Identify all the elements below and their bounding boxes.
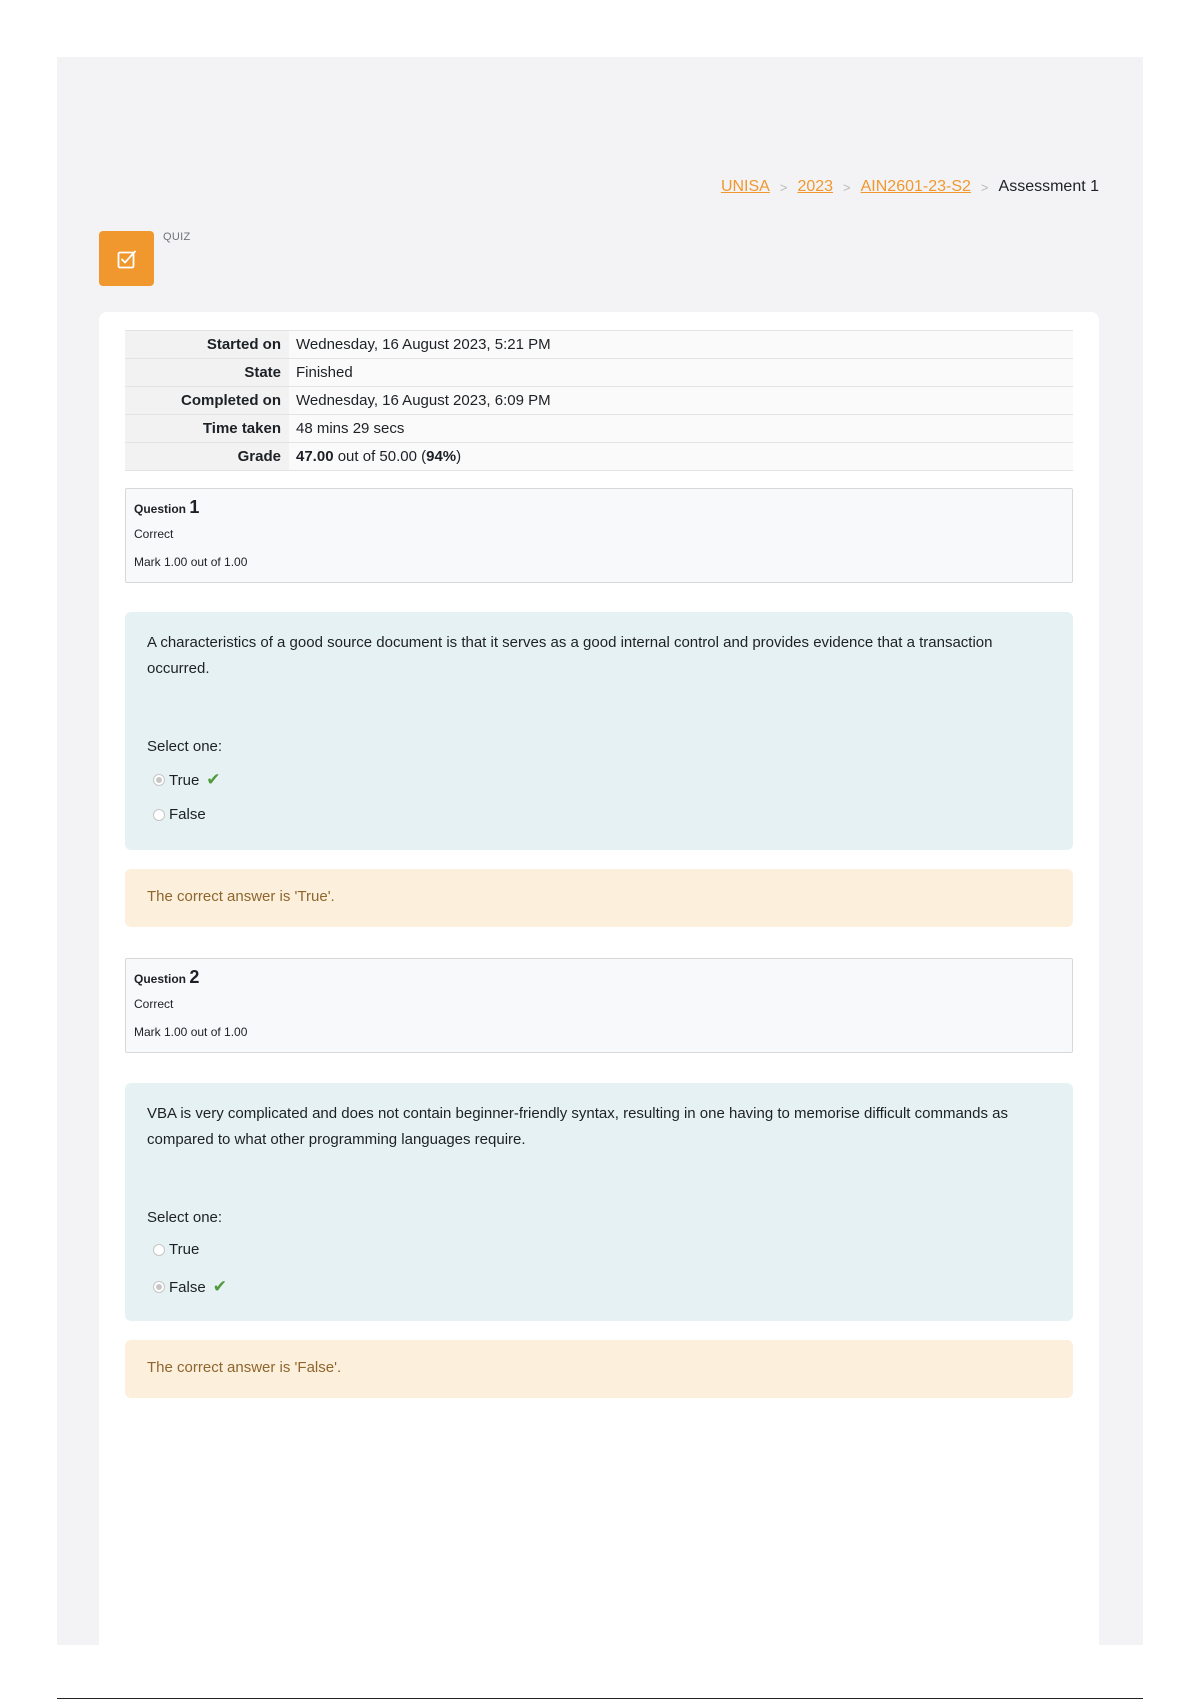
question-info bbox=[125, 488, 1073, 583]
grade-score: 47.00 bbox=[296, 448, 334, 465]
answer-prompt: Select one: bbox=[147, 1209, 223, 1226]
grade-percent: 94% bbox=[426, 448, 457, 465]
breadcrumb-separator: > bbox=[843, 179, 851, 195]
answer-option-true[interactable] bbox=[153, 770, 221, 790]
summary-label: Time taken bbox=[125, 415, 289, 443]
summary-label: Completed on bbox=[125, 387, 289, 415]
question-number-value: 2 bbox=[189, 967, 200, 987]
summary-row-started bbox=[125, 331, 1073, 359]
question-info bbox=[125, 958, 1073, 1053]
breadcrumb-link-course[interactable]: AIN2601-23-S2 bbox=[860, 178, 971, 195]
check-icon: ✔ bbox=[212, 1277, 227, 1296]
grade-close: ) bbox=[456, 448, 462, 465]
quiz-icon bbox=[99, 231, 154, 286]
answer-option-false[interactable] bbox=[153, 1277, 227, 1297]
breadcrumb-link-year[interactable]: 2023 bbox=[797, 178, 834, 195]
question-state: Correct bbox=[134, 527, 174, 541]
grade-value bbox=[289, 443, 1073, 471]
summary-row-completed bbox=[125, 387, 1073, 415]
answer-option-label: True bbox=[169, 771, 200, 789]
question-state: Correct bbox=[134, 997, 174, 1011]
answer-option-true[interactable] bbox=[153, 1241, 199, 1258]
radio-button[interactable] bbox=[153, 1281, 165, 1293]
summary-value: Wednesday, 16 August 2023, 5:21 PM bbox=[289, 331, 1073, 359]
summary-row-time-taken bbox=[125, 415, 1073, 443]
summary-label: State bbox=[125, 359, 289, 387]
question-grade: Mark 1.00 out of 1.00 bbox=[134, 555, 248, 569]
radio-button[interactable] bbox=[153, 1244, 165, 1256]
right-answer-text: The correct answer is 'False'. bbox=[147, 1359, 342, 1376]
question-label: Question bbox=[134, 972, 187, 986]
breadcrumb-current: Assessment 1 bbox=[998, 178, 1099, 195]
question-number-value: 1 bbox=[189, 497, 200, 517]
answer-option-label: False bbox=[169, 806, 206, 823]
radio-button[interactable] bbox=[153, 809, 165, 821]
answer-option-label: False bbox=[169, 1278, 206, 1296]
attempt-review-card bbox=[99, 312, 1099, 1652]
breadcrumb-separator: > bbox=[779, 179, 788, 195]
question-grade: Mark 1.00 out of 1.00 bbox=[134, 1025, 248, 1039]
page-bottom-rule bbox=[57, 1698, 1143, 1699]
question-feedback bbox=[125, 1340, 1073, 1398]
right-answer-text: The correct answer is 'True'. bbox=[147, 888, 335, 905]
check-icon: ✔ bbox=[206, 770, 221, 789]
question-label: Question bbox=[134, 502, 187, 516]
answer-option-false[interactable] bbox=[153, 806, 206, 823]
grade-out-of: out of 50.00 ( bbox=[333, 448, 427, 465]
activity-type-label: QUIZ bbox=[163, 231, 191, 243]
breadcrumb bbox=[721, 178, 1099, 196]
question-feedback bbox=[125, 869, 1073, 927]
breadcrumb-separator: > bbox=[980, 179, 989, 195]
summary-value: 48 mins 29 secs bbox=[289, 415, 1073, 443]
question-number bbox=[134, 497, 199, 518]
question-text: VBA is very complicated and does not contain beginner-friendly syntax, resulting in one having to memorise difficult commands as compared to what other programming languages require. bbox=[147, 1105, 1009, 1148]
summary-value: Finished bbox=[289, 359, 1073, 387]
radio-button[interactable] bbox=[153, 774, 165, 786]
question-formulation bbox=[125, 1083, 1073, 1321]
summary-label: Started on bbox=[125, 331, 289, 359]
summary-row-state bbox=[125, 359, 1073, 387]
answer-option-label: True bbox=[169, 1241, 200, 1258]
edit-checkbox-icon bbox=[116, 248, 138, 270]
question-formulation bbox=[125, 612, 1073, 850]
summary-label: Grade bbox=[125, 443, 289, 471]
summary-row-grade bbox=[125, 443, 1073, 471]
question-number bbox=[134, 967, 199, 988]
summary-value: Wednesday, 16 August 2023, 6:09 PM bbox=[289, 387, 1073, 415]
question-text: A characteristics of a good source document is that it serves as a good internal control and provides evidence that a transaction occurred. bbox=[147, 634, 993, 677]
attempt-summary-table bbox=[125, 330, 1073, 471]
breadcrumb-link-unisa[interactable]: UNISA bbox=[720, 178, 770, 195]
answer-prompt: Select one: bbox=[147, 738, 223, 755]
